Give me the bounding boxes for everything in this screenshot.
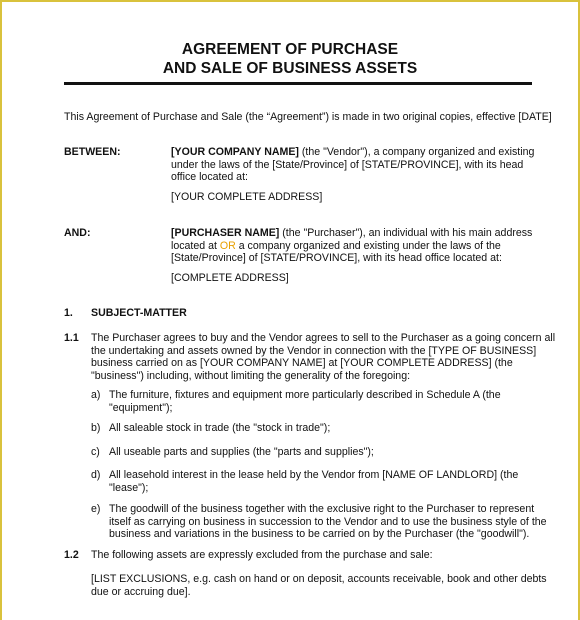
item-line: "lease"); (109, 481, 149, 494)
between-line-3: office located at: (171, 171, 248, 183)
between-label: BETWEEN: (64, 146, 121, 158)
vendor-address: [YOUR COMPLETE ADDRESS] (171, 191, 323, 203)
title-line-2: AND SALE OF BUSINESS ASSETS (162, 60, 418, 77)
or-highlight: OR (219, 239, 236, 252)
clause-1-2-number: 1.2 (64, 549, 79, 561)
item-label: e) (91, 503, 101, 515)
item-line: All useable parts and supplies (the "parts and supplies"); (109, 446, 374, 458)
item-line: business and variations in the business to be carried on by the Purchaser (the "goodwill"). (109, 528, 530, 540)
and-line-2-end: a company organized and existing under the laws of the (235, 239, 501, 252)
section-1-number: 1. (64, 307, 73, 319)
vendor-text: (the "Vendor"), a company organized and existing (298, 146, 535, 158)
item-label: d) (91, 469, 101, 481)
purchaser-name: [PURCHASER NAME] (171, 227, 280, 239)
item-line: All leasehold interest in the lease held by the Vendor from [NAME OF LANDLORD] (the (109, 469, 519, 481)
clause-1-1-line: "business") including, without limiting the generality of the foregoing: (91, 369, 411, 382)
clause-1-1-number: 1.1 (64, 332, 79, 344)
item-line: The furniture, fixtures and equipment more particularly described in Schedule A (the (109, 389, 501, 401)
purchaser-text: (the "Purchaser"), an individual with his main address (279, 227, 533, 239)
item-label: a) (91, 389, 101, 401)
and-line-2-start: located at (171, 239, 220, 252)
vendor-name: [YOUR COMPANY NAME] (171, 146, 299, 158)
purchaser-address: [COMPLETE ADDRESS] (171, 272, 289, 284)
item-label: b) (91, 422, 101, 434)
title-line-1: AGREEMENT OF PURCHASE (181, 41, 399, 58)
and-line-3: [State/Province] of [STATE/PROVINCE], with its head office located at: (171, 252, 502, 264)
section-1-heading: SUBJECT-MATTER (91, 307, 187, 319)
between-line-2: under the laws of the [State/Province] of [STATE/PROVINCE], with its head (171, 158, 524, 171)
item-line: The goodwill of the business together with the exclusive right to the Purchaser to represent (109, 503, 535, 515)
item-line: "equipment"); (109, 401, 173, 414)
clause-1-1-line: the undertaking and assets owned by the Vendor in connection with the [TYPE OF BUSINESS] (91, 344, 537, 357)
and-line-2 (171, 240, 501, 253)
and-label: AND: (64, 227, 91, 239)
exclusions-line-2: due or accruing due]. (91, 585, 191, 598)
exclusions-line-1: [LIST EXCLUSIONS, e.g. cash on hand or on deposit, accounts receivable, book and other debts (91, 573, 547, 585)
title-rule (64, 82, 532, 85)
document-page (2, 2, 578, 620)
intro-text: This Agreement of Purchase and Sale (the “Agreement”) is made in two original copies, effective [DATE] (64, 111, 552, 123)
item-line: itself as carrying on business in succession to the Vendor and to use the business style of the (109, 515, 547, 528)
clause-1-1-line: business carried on as [YOUR COMPANY NAME] at [YOUR COMPLETE ADDRESS] (the (91, 357, 513, 369)
and-line-1 (171, 227, 532, 240)
item-label: c) (91, 446, 100, 458)
clause-1-1-line: The Purchaser agrees to buy and the Vendor agrees to sell to the Purchaser as a going concern all (91, 332, 556, 344)
between-line-1 (171, 146, 534, 159)
clause-1-2-text: The following assets are expressly excluded from the purchase and sale: (91, 549, 433, 561)
item-line: All saleable stock in trade (the "stock in trade"); (109, 422, 331, 434)
